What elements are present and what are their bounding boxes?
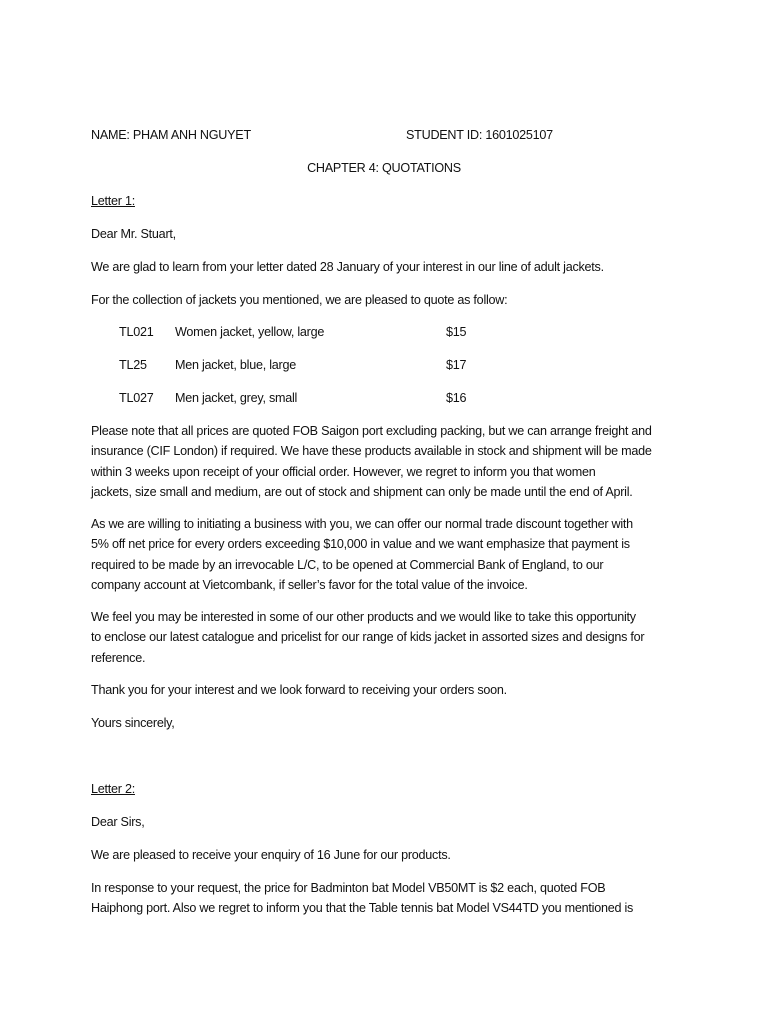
- paragraph-line: Haiphong port. Also we regret to inform you that the Table tennis bat Model VS44TD you mentioned is: [91, 901, 634, 916]
- paragraph-line: reference.: [91, 650, 146, 665]
- paragraph-line: to enclose our latest catalogue and pricelist for our range of kids jacket in assorted sizes and designs for: [91, 630, 645, 645]
- item-price: $15: [446, 325, 467, 339]
- letter1-greeting: Dear Mr. Stuart,: [91, 227, 176, 241]
- letter1-intro: We are glad to learn from your letter dated 28 January of your interest in our line of adult jackets.: [91, 260, 604, 274]
- item-description: Women jacket, yellow, large: [175, 325, 325, 339]
- paragraph-line: Please note that all prices are quoted FOB Saigon port excluding packing, but we can arrange freight and: [91, 424, 652, 438]
- item-code: TL25: [119, 358, 147, 372]
- paragraph-line: 5% off net price for every orders exceeding $10,000 in value and we want emphasize that payment is: [91, 537, 630, 552]
- response-paragraph: [91, 878, 691, 919]
- letter1-thanks: Thank you for your interest and we look forward to receiving your orders soon.: [91, 683, 507, 697]
- discount-paragraph: [91, 514, 691, 595]
- item-code: TL027: [119, 391, 154, 405]
- student-name: NAME: PHAM ANH NGUYET: [91, 128, 251, 142]
- other-products-paragraph: [91, 607, 691, 668]
- letter1-heading: Letter 1:: [91, 194, 135, 208]
- letter2-greeting: Dear Sirs,: [91, 815, 145, 829]
- paragraph-line: insurance (CIF London) if required. We have these products available in stock and shipment will be made: [91, 444, 652, 459]
- prices-note-paragraph: [91, 421, 691, 502]
- student-id: STUDENT ID: 1601025107: [406, 128, 553, 142]
- paragraph-line: jackets, size small and medium, are out of stock and shipment can only be made until the end of April.: [91, 484, 633, 499]
- paragraph-line: company account at Vietcombank, if seller’s favor for the total value of the invoice.: [91, 577, 528, 592]
- item-code: TL021: [119, 325, 154, 339]
- paragraph-line: required to be made by an irrevocable L/C, to be opened at Commercial Bank of England, to our: [91, 557, 604, 572]
- paragraph-line: within 3 weeks upon receipt of your official order. However, we regret to inform you that women: [91, 464, 596, 479]
- item-price: $17: [446, 358, 467, 372]
- letter1-closing: Yours sincerely,: [91, 716, 175, 730]
- paragraph-line: We feel you may be interested in some of our other products and we would like to take this opportunity: [91, 610, 636, 624]
- item-description: Men jacket, blue, large: [175, 358, 296, 372]
- chapter-title: CHAPTER 4: QUOTATIONS: [307, 161, 461, 175]
- letter1-collection: For the collection of jackets you mentioned, we are pleased to quote as follow:: [91, 293, 508, 307]
- item-description: Men jacket, grey, small: [175, 391, 298, 405]
- letter2-intro: We are pleased to receive your enquiry of 16 June for our products.: [91, 848, 451, 862]
- item-price: $16: [446, 391, 467, 405]
- paragraph-line: In response to your request, the price for Badminton bat Model VB50MT is $2 each, quoted FOB: [91, 881, 606, 895]
- letter2-heading: Letter 2:: [91, 782, 135, 796]
- paragraph-line: As we are willing to initiating a business with you, we can offer our normal trade discount together with: [91, 517, 633, 531]
